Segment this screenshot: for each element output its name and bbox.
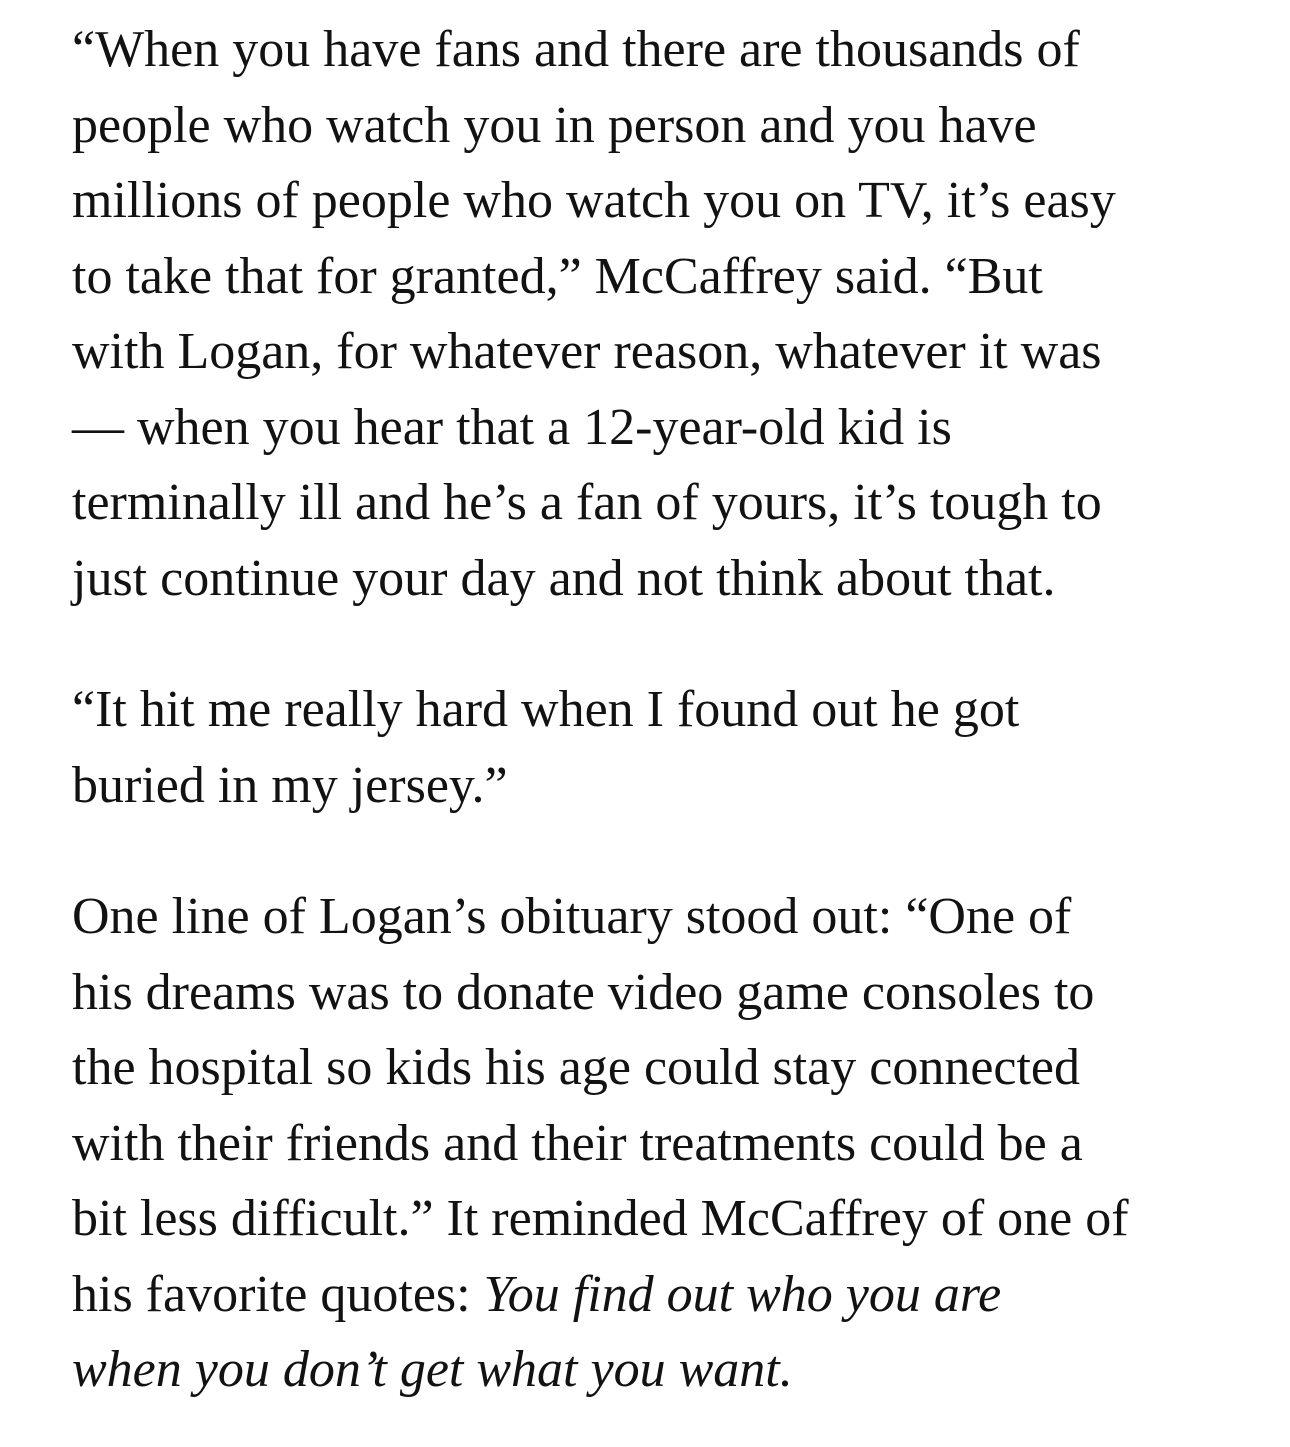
paragraph-mccaffrey-quote [72, 12, 1232, 616]
text-line: his dreams was to donate video game consoles to [72, 963, 1095, 1021]
text-line: with Logan, for whatever reason, whatever it was [72, 323, 1102, 380]
paragraph-obituary [72, 879, 1232, 1408]
paragraph-jersey-quote [72, 672, 1232, 823]
article-body [72, 12, 1232, 1408]
text-line: buried in my jersey.” [72, 756, 508, 814]
text-line: “It hit me really hard when I found out he got [72, 681, 1020, 738]
text-line: “When you have fans and there are thousands of [72, 21, 1080, 78]
text-line: just continue your day and not think about that. [72, 549, 1056, 607]
text-line: millions of people who watch you on TV, it’s easy [72, 172, 1116, 229]
text-line-mixed [72, 1257, 1232, 1333]
text-line: One line of Logan’s obituary stood out: “One of [72, 888, 1072, 945]
text-line: — when you hear that a 12-year-old kid is [72, 398, 952, 456]
text-line: to take that for granted,” McCaffrey said. “But [72, 247, 1043, 305]
favorite-quote-italic-continuation: when you don’t get what you want. [72, 1341, 793, 1398]
favorite-quote-italic: You find out who you are [483, 1265, 1002, 1323]
text-line: bit less difficult.” It reminded McCaffrey of one of [72, 1190, 1129, 1247]
text-line: with their friends and their treatments could be a [72, 1114, 1083, 1172]
text-line: people who watch you in person and you have [72, 96, 1037, 154]
text-plain: his favorite quotes: [72, 1265, 484, 1323]
text-line: terminally ill and he’s a fan of yours, it’s tough to [72, 474, 1102, 531]
text-line: the hospital so kids his age could stay connected [72, 1039, 1081, 1096]
